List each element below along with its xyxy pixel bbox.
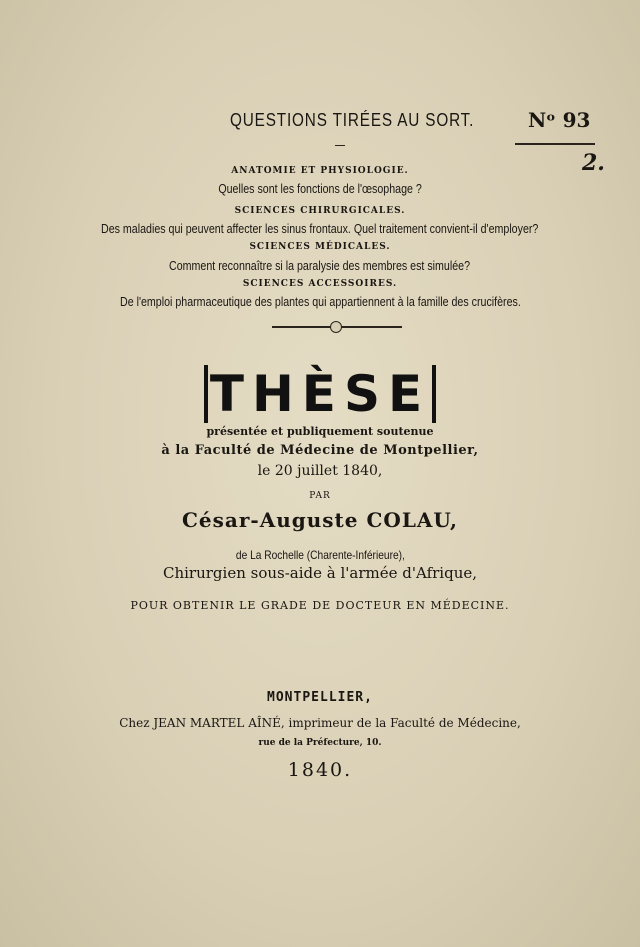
question-medical: Comment reconnaître si la paralysie des membres est simulée? (169, 258, 471, 273)
thesis-date: le 20 juillet 1840, (257, 463, 383, 479)
thesis-author: César-Auguste COLAU, (182, 508, 458, 532)
questions-title: QUESTIONS TIRÉES AU SORT. (230, 110, 475, 130)
handwritten-number: 2. (582, 150, 605, 176)
thesis-role: Chirurgien sous-aide à l'armée d'Afrique, (163, 564, 477, 582)
question-heading-accessory: SCIENCES ACCESSOIRES. (242, 279, 398, 289)
thesis-presented: présentée et publiquement soutenue (206, 425, 434, 438)
number-rule (515, 143, 595, 145)
imprint-city: MONTPELLIER, (267, 690, 373, 705)
thesis-faculty: à la Faculté de Médecine de Montpellier, (161, 443, 479, 458)
question-heading-surgery: SCIENCES CHIRURGICALES. (234, 206, 406, 216)
title-dash (335, 145, 345, 146)
ornament-dot (330, 321, 342, 333)
question-heading-medical: SCIENCES MÉDICALES. (249, 242, 391, 252)
thesis-title-text: THÈSE (204, 365, 436, 423)
question-heading-anatomy: ANATOMIE ET PHYSIOLOGIE. (231, 166, 409, 176)
imprint-printer: Chez JEAN MARTEL AÎNÉ, imprimeur de la Faculté de Médecine, (119, 716, 521, 730)
question-anatomy: Quelles sont les fonctions de l'œsophage ? (218, 181, 422, 196)
thesis-origin: de La Rochelle (Charente-Inférieure), (235, 548, 405, 562)
imprint-street: rue de la Préfecture, 10. (258, 738, 382, 748)
thesis-purpose: POUR OBTENIR LE GRADE DE DOCTEUR EN MÉDECINE. (130, 599, 510, 612)
thesis-par: PAR (309, 491, 331, 501)
question-accessory: De l'emploi pharmaceutique des plantes qui appartiennent à la famille des crucifères. (119, 294, 521, 309)
thesis-title (0, 365, 640, 423)
document-number: Nᵒ 93 (528, 108, 591, 132)
imprint-year: 1840. (287, 759, 353, 781)
question-surgery: Des maladies qui peuvent affecter les sinus frontaux. Quel traitement convient-il d'employer? (101, 221, 539, 236)
